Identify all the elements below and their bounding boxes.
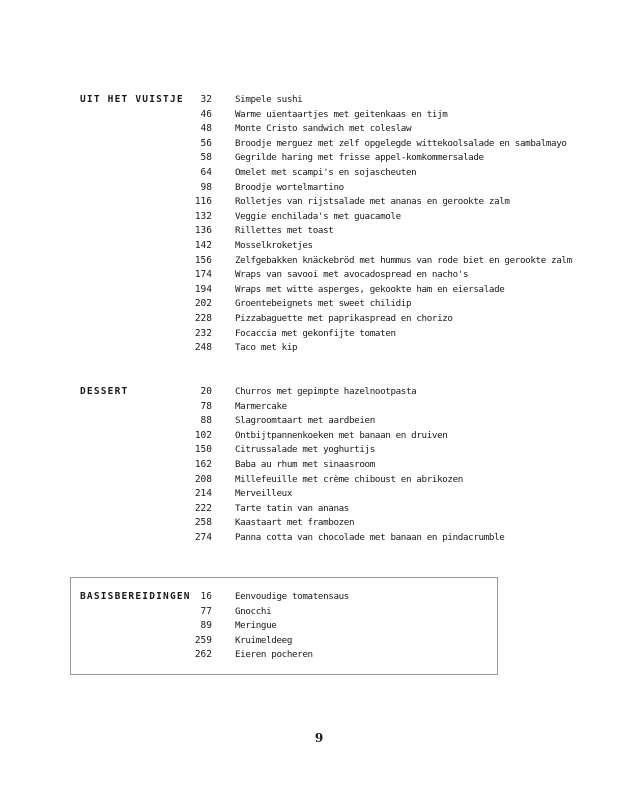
toc-page-number: 32 xyxy=(200,94,212,105)
toc-recipe-title: Millefeuille met crème chiboust en abrikozen xyxy=(235,473,463,485)
toc-page-number: 174 xyxy=(194,269,212,281)
toc-recipe-title: Gegrilde haring met frisse appel-komkommersalade xyxy=(235,152,484,164)
toc-recipe-title: Taco met kip xyxy=(235,342,298,354)
toc-recipe-title: Monte Cristo sandwich met coleslaw xyxy=(235,123,412,135)
toc-page-number: 58 xyxy=(200,152,212,164)
toc-recipe-title: Wraps van savooi met avocadospread en nacho's xyxy=(235,269,469,281)
toc-recipe-title: Rillettes met toast xyxy=(235,225,334,237)
toc-page-number: 64 xyxy=(200,166,212,178)
toc-recipe-title: Baba au rhum met sinaasroom xyxy=(235,458,375,470)
toc-page-number: 274 xyxy=(194,531,212,543)
toc-page-number: 259 xyxy=(194,634,212,646)
toc-page-number: 248 xyxy=(194,342,212,354)
section-title: UIT HET VUISTJE xyxy=(80,94,184,105)
toc-recipe-title: Veggie enchilada's met guacamole xyxy=(235,210,401,222)
toc-page-number: 150 xyxy=(194,444,212,456)
toc-recipe-title: Tarte tatin van ananas xyxy=(235,502,349,514)
toc-recipe-title: Citrussalade met yoghurtijs xyxy=(235,444,375,456)
toc-page-number: 48 xyxy=(200,123,212,135)
toc-page-number: 162 xyxy=(194,458,212,470)
toc-page-number: 194 xyxy=(194,283,212,295)
toc-page-number: 56 xyxy=(200,137,212,149)
toc-page-number: 132 xyxy=(194,210,212,222)
toc-page-number: 262 xyxy=(194,649,212,661)
toc-page-number: 98 xyxy=(200,181,212,193)
toc-page-number: 202 xyxy=(194,298,212,310)
toc-page-number: 46 xyxy=(200,108,212,120)
toc-page-number: 208 xyxy=(194,473,212,485)
toc-page-number: 156 xyxy=(194,254,212,266)
toc-recipe-title: Warme uientaartjes met geitenkaas en tijm xyxy=(235,108,448,120)
toc-recipe-title: Meringue xyxy=(235,620,277,632)
toc-recipe-title: Merveilleux xyxy=(235,488,292,500)
toc-page-number: 142 xyxy=(194,239,212,251)
toc-recipe-title: Wraps met witte asperges, gekookte ham en eiersalade xyxy=(235,283,505,295)
toc-recipe-title: Slagroomtaart met aardbeien xyxy=(235,415,375,427)
toc-recipe-title: Broodje wortelmartino xyxy=(235,181,344,193)
toc-recipe-title: Broodje merguez met zelf opgelegde wittekoolsalade en sambalmayo xyxy=(235,137,567,149)
toc-recipe-title: Ontbijtpannenkoeken met banaan en druiven xyxy=(235,429,448,441)
toc-page-number: 88 xyxy=(200,415,212,427)
toc-page-number: 16 xyxy=(200,591,212,602)
toc-recipe-title: Marmercake xyxy=(235,400,287,412)
toc-recipe-title: Groentebeignets met sweet chilidip xyxy=(235,298,412,310)
toc-recipe-title: Simpele sushi xyxy=(235,94,303,105)
toc-recipe-title: Gnocchi xyxy=(235,605,272,617)
toc-recipe-title: Churros met gepimpte hazelnootpasta xyxy=(235,386,417,397)
toc-recipe-title: Eenvoudige tomatensaus xyxy=(235,591,349,602)
toc-page-number: 89 xyxy=(200,620,212,632)
toc-page-number: 258 xyxy=(194,517,212,529)
toc-page-number: 102 xyxy=(194,429,212,441)
toc-recipe-title: Eieren pocheren xyxy=(235,649,313,661)
toc-recipe-title: Kaastaart met frambozen xyxy=(235,517,355,529)
page-number: 9 xyxy=(314,731,324,745)
toc-recipe-title: Panna cotta van chocolade met banaan en pindacrumble xyxy=(235,531,505,543)
toc-page-number: 77 xyxy=(200,605,212,617)
toc-recipe-title: Omelet met scampi's en sojascheuten xyxy=(235,166,417,178)
toc-page-number: 116 xyxy=(194,196,212,208)
toc-page-number: 222 xyxy=(194,502,212,514)
toc-page-number: 228 xyxy=(194,312,212,324)
toc-recipe-title: Pizzabaguette met paprikaspread en chorizo xyxy=(235,312,453,324)
toc-page-number: 214 xyxy=(194,488,212,500)
section-title: DESSERT xyxy=(80,386,129,397)
toc-recipe-title: Focaccia met gekonfijte tomaten xyxy=(235,327,396,339)
toc-page-number: 20 xyxy=(200,386,212,397)
toc-recipe-title: Rolletjes van rijstsalade met ananas en gerookte zalm xyxy=(235,196,510,208)
toc-recipe-title: Kruimeldeeg xyxy=(235,634,292,646)
toc-recipe-title: Zelfgebakken knäckebröd met hummus van rode biet en gerookte zalm xyxy=(235,254,572,266)
section-title: BASISBEREIDINGEN xyxy=(80,591,191,602)
toc-page-number: 78 xyxy=(200,400,212,412)
toc-page-number: 232 xyxy=(194,327,212,339)
toc-page-number: 136 xyxy=(194,225,212,237)
toc-recipe-title: Mosselkroketjes xyxy=(235,239,313,251)
